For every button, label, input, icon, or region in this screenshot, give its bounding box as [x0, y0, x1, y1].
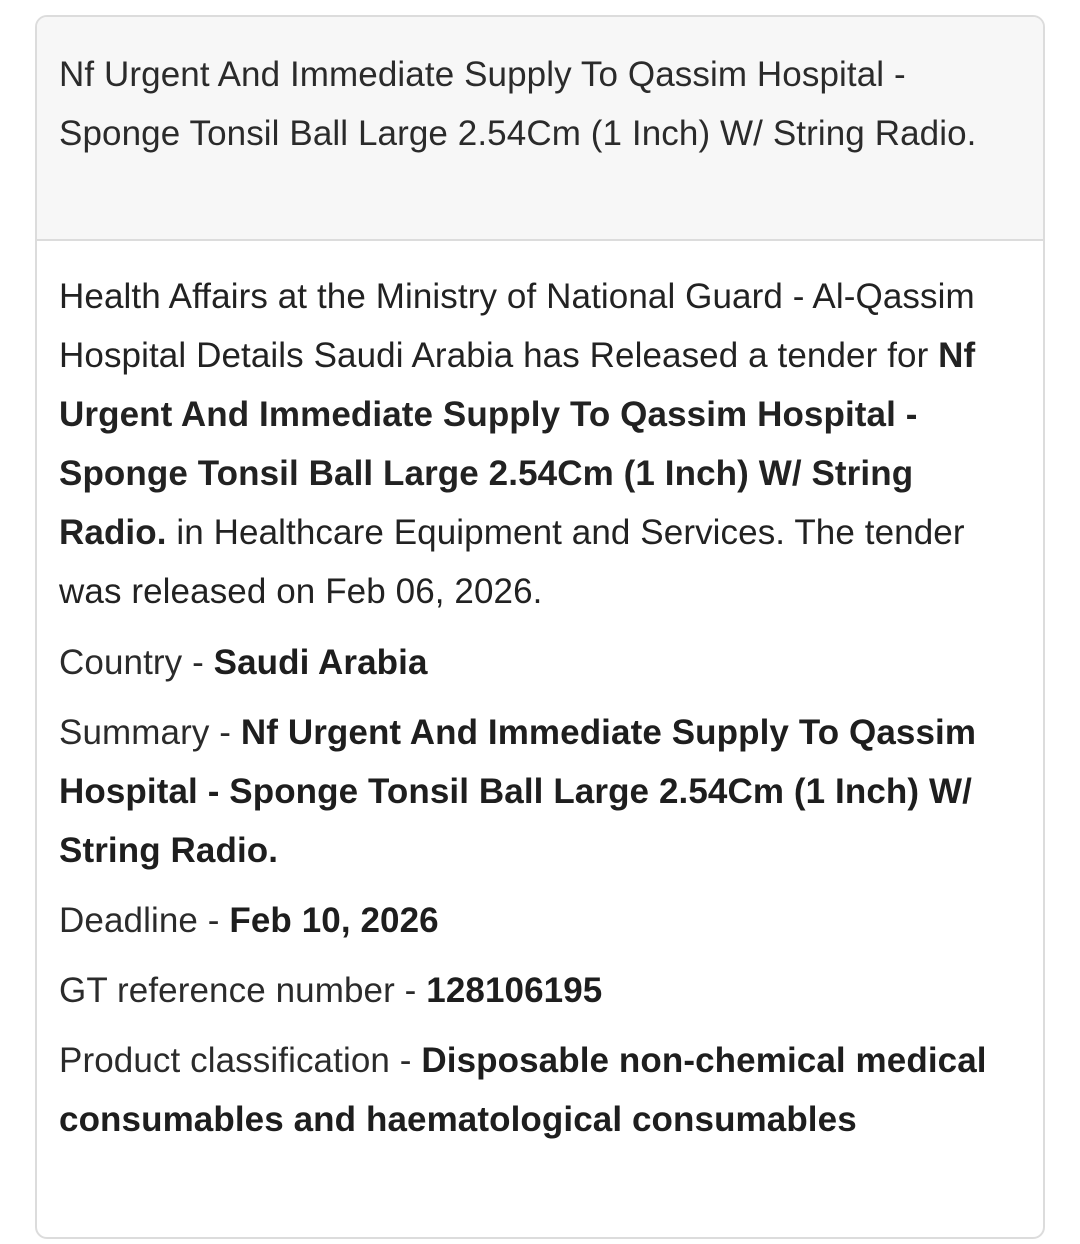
detail-summary: [59, 703, 1021, 880]
description-tender-name: Nf Urgent And Immediate Supply To Qassim Hospital - Sponge Tonsil Ball Large 2.54Cm (1 Inch) W/ String Radio.: [59, 336, 976, 552]
detail-label: Deadline -: [59, 901, 230, 940]
tender-title: Nf Urgent And Immediate Supply To Qassim Hospital - Sponge Tonsil Ball Large 2.54Cm (1 Inch) W/ String Radio.: [37, 17, 1043, 241]
detail-value: Nf Urgent And Immediate Supply To Qassim Hospital - Sponge Tonsil Ball Large 2.54Cm (1 Inch) W/ String Radio.: [59, 713, 977, 870]
detail-label: Country -: [59, 643, 214, 682]
detail-value: Feb 10, 2026: [229, 901, 439, 940]
detail-label: Product classification -: [59, 1041, 422, 1080]
detail-product-classification: [59, 1031, 1021, 1149]
detail-value: 128106195: [426, 971, 603, 1010]
description-prefix: Health Affairs at the Ministry of National Guard - Al-Qassim Hospital Details Saudi Arabia has Released a tender for: [59, 277, 975, 375]
description-suffix: in Healthcare Equipment and Services. The tender was released on Feb 06, 2026.: [59, 513, 965, 611]
detail-value: Disposable non-chemical medical consumables and haematological consumables: [59, 1041, 987, 1139]
detail-country: [59, 633, 1021, 692]
detail-label: GT reference number -: [59, 971, 427, 1010]
detail-label: Summary -: [59, 713, 241, 752]
detail-value: Saudi Arabia: [213, 643, 428, 682]
detail-reference-number: [59, 961, 1021, 1020]
tender-card: [35, 15, 1045, 1239]
tender-description: [59, 267, 1021, 621]
tender-details-body: [37, 241, 1043, 1149]
detail-deadline: [59, 891, 1021, 950]
